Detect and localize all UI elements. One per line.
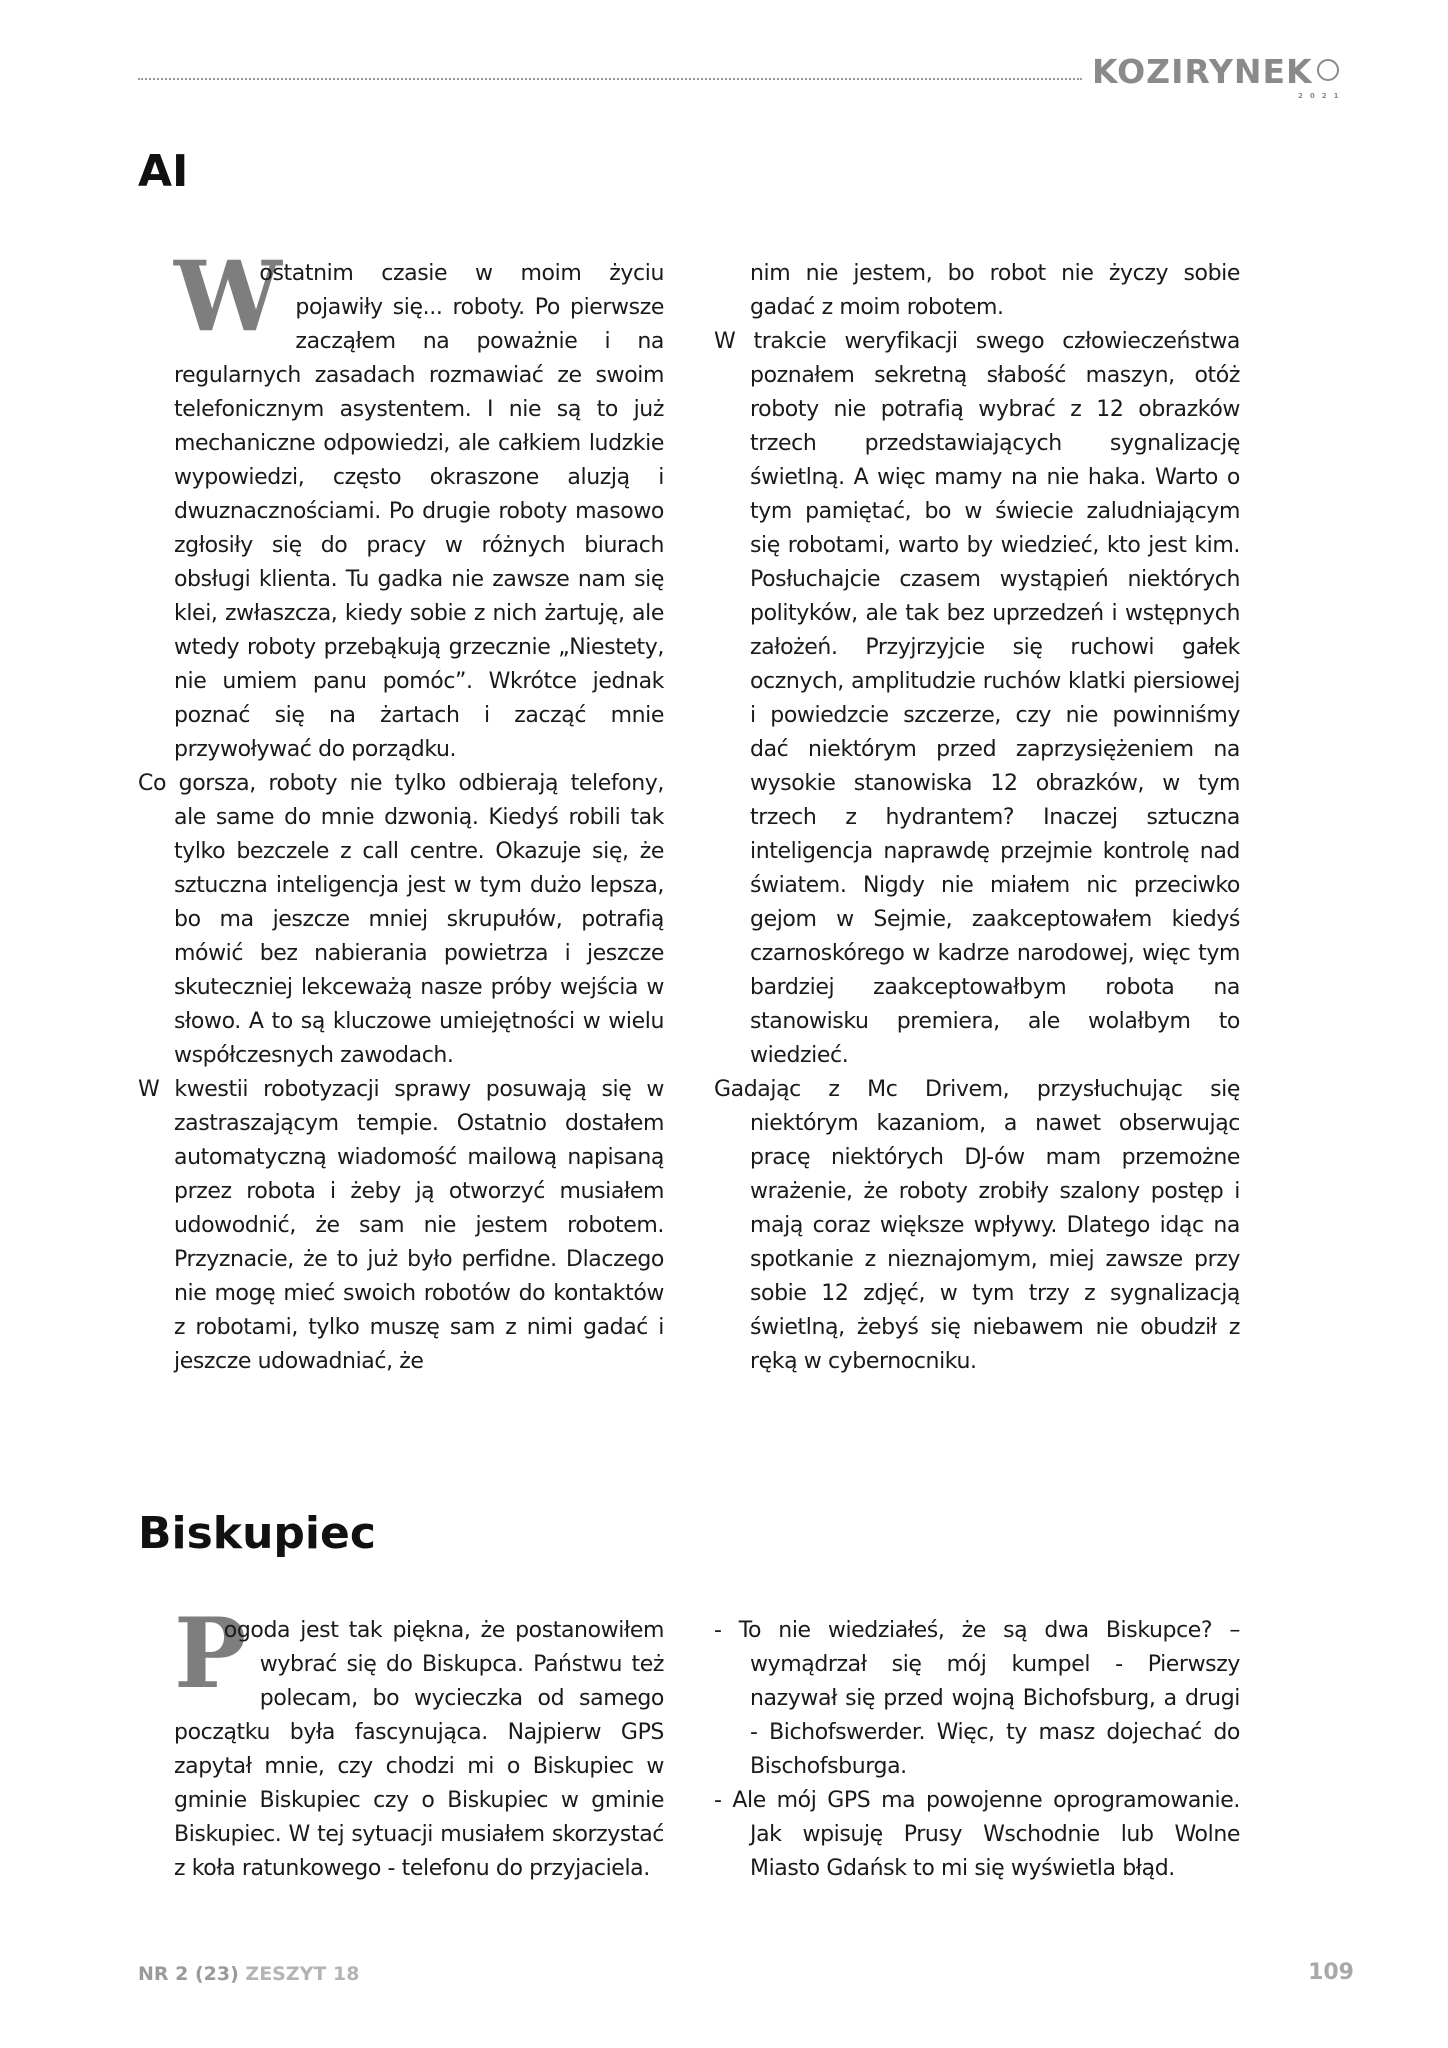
zeszyt-label: ZESZYT 18 [245,1963,360,1985]
header-divider [138,78,1082,80]
footer-issue [138,1963,359,1985]
dropcap-p: P [174,1597,246,1710]
section-title-biskupiec: Biskupiec [138,1508,376,1559]
ai-paragraph-3-continued: nim nie jestem, bo robot nie życzy sobie gadać z moim robotem. [750,261,1240,320]
biskupiec-column-right [714,1614,1240,1886]
biskupiec-dialogue-1: - To nie wiedziałeś, że są dwa Biskupce? – wymądrzał się mój kumpel - Pierwszy nazywał się przed wojną Bichofsburg, a drugi - Bichofswerder. Więc, ty masz dojechać do Bischofsburga. [714,1618,1240,1779]
biskupiec-paragraph-1-text: ogoda jest tak piękna, że postanowiłem wybrać się do Biskupca. Państwu też polecam, bo wycieczka od samego początku była fascynująca. Najpierw GPS zapytał mnie, czy chodzi mi o Biskupiec w gminie Biskupiec czy o Biskupiec w gminie Biskupiec. W tej sytuacji musiałem skorzystać z koła ratunkowego - telefonu do przyjaciela. [174,1618,664,1881]
ai-paragraph-1-text: ostatnim czasie w moim życiu pojawiły się... roboty. Po pierwsze zacząłem na poważnie i na regularnych zasadach rozmawiać ze swoim telefonicznym asystentem. I nie są to już mechaniczne odpowiedzi, ale całkiem ludzkie wypowiedzi, często okraszone aluzją i dwuznacznościami. Po drugie roboty masowo zgłosiły się do pracy w różnych biurach obsługi klienta. Tu gadka nie zawsze nam się klei, zwłaszcza, kiedy sobie z nich żartuję, ale wtedy roboty przebąkują grzecznie „Niestety, nie umiem panu pomóc”. Wkrótce jednak poznać się na żartach i zacząć mnie przywoływać do porządku. [174,261,664,762]
logo-text: KOZIRYNEK [1092,52,1313,91]
ai-paragraph-3: W kwestii robotyzacji sprawy posuwają się w zastraszającym tempie. Ostatnio dostałem automatyczną wiadomość mailową napisaną przez robota i żeby ją otworzyć musiałem udowodnić, że sam nie jestem robotem. Przyznacie, że to już było perfidne. Dlaczego nie mogę mieć swoich robotów do kontaktów z robotami, tylko muszę sam z nimi gadać i jeszcze udowadniać, że [138,1077,664,1374]
ai-column-right [714,257,1240,1379]
ai-column-left [138,240,664,1379]
section-title-ai: AI [138,146,189,197]
dropcap-w: W [174,240,282,353]
logo-circle-icon [1317,59,1339,81]
ai-paragraph-1 [138,240,664,767]
biskupiec-dialogue-2: - Ale mój GPS ma powojenne oprogramowanie. Jak wpisuję Prusy Wschodnie lub Wolne Miasto Gdańsk to mi się wyświetla błąd. [714,1788,1240,1881]
biskupiec-column-left [138,1597,664,1886]
ai-paragraph-4: W trakcie weryfikacji swego człowieczeństwa poznałem sekretną słabość maszyn, otóż roboty nie potrafią wybrać z 12 obrazków trzech przedstawiających sygnalizację świetlną. A więc mamy na nie haka. Warto o tym pamiętać, bo w świecie zaludniającym się robotami, warto by wiedzieć, kto jest kim. Posłuchajcie czasem wystąpień niektórych polityków, ale tak bez uprzedzeń i wstępnych założeń. Przyjrzyjcie się ruchowi gałek ocznych, amplitudzie ruchów klatki piersiowej i powiedzcie szczerze, czy nie powinniśmy dać niektórym przed zaprzysiężeniem na wysokie stanowiska 12 obrazków, w tym trzech z hydrantem? Inaczej sztuczna inteligencja naprawdę przejmie kontrolę nad światem. Nigdy nie miałem nic przeciwko gejom w Sejmie, zaakceptowałem kiedyś czarnoskórego w kadrze narodowej, więc tym bardziej zaakceptowałbym robota na stanowisku premiera, ale wolałbym to wiedzieć. [714,329,1240,1068]
biskupiec-paragraph-1 [138,1597,664,1886]
page-number: 109 [1308,1960,1354,1985]
ai-paragraph-5: Gadając z Mc Drivem, przysłuchując się niektórym kazaniom, a nawet obserwując pracę niektórych DJ-ów mam przemożne wrażenie, że roboty zrobiły szalony postęp i mają coraz większe wpływy. Dlatego idąc na spotkanie z nieznajomym, miej zawsze przy sobie 12 zdjęć, w tym trzy z sygnalizacją świetlną, żebyś się niebawem nie obudził z ręką w cybernocniku. [714,1077,1240,1374]
logo-subtext: 2021 [1298,92,1346,100]
magazine-logo [1092,52,1352,98]
issue-number: NR 2 (23) [138,1963,239,1985]
ai-paragraph-2: Co gorsza, roboty nie tylko odbierają telefony, ale same do mnie dzwonią. Kiedyś robili tak tylko bezczele z call centre. Okazuje się, że sztuczna inteligencja jest w tym dużo lepsza, bo ma jeszcze mniej skrupułów, potrafią mówić bez nabierania powietrza i jeszcze skuteczniej lekceważą nasze próby wejścia w słowo. A to są kluczowe umiejętności w wielu współczesnych zawodach. [138,771,664,1068]
